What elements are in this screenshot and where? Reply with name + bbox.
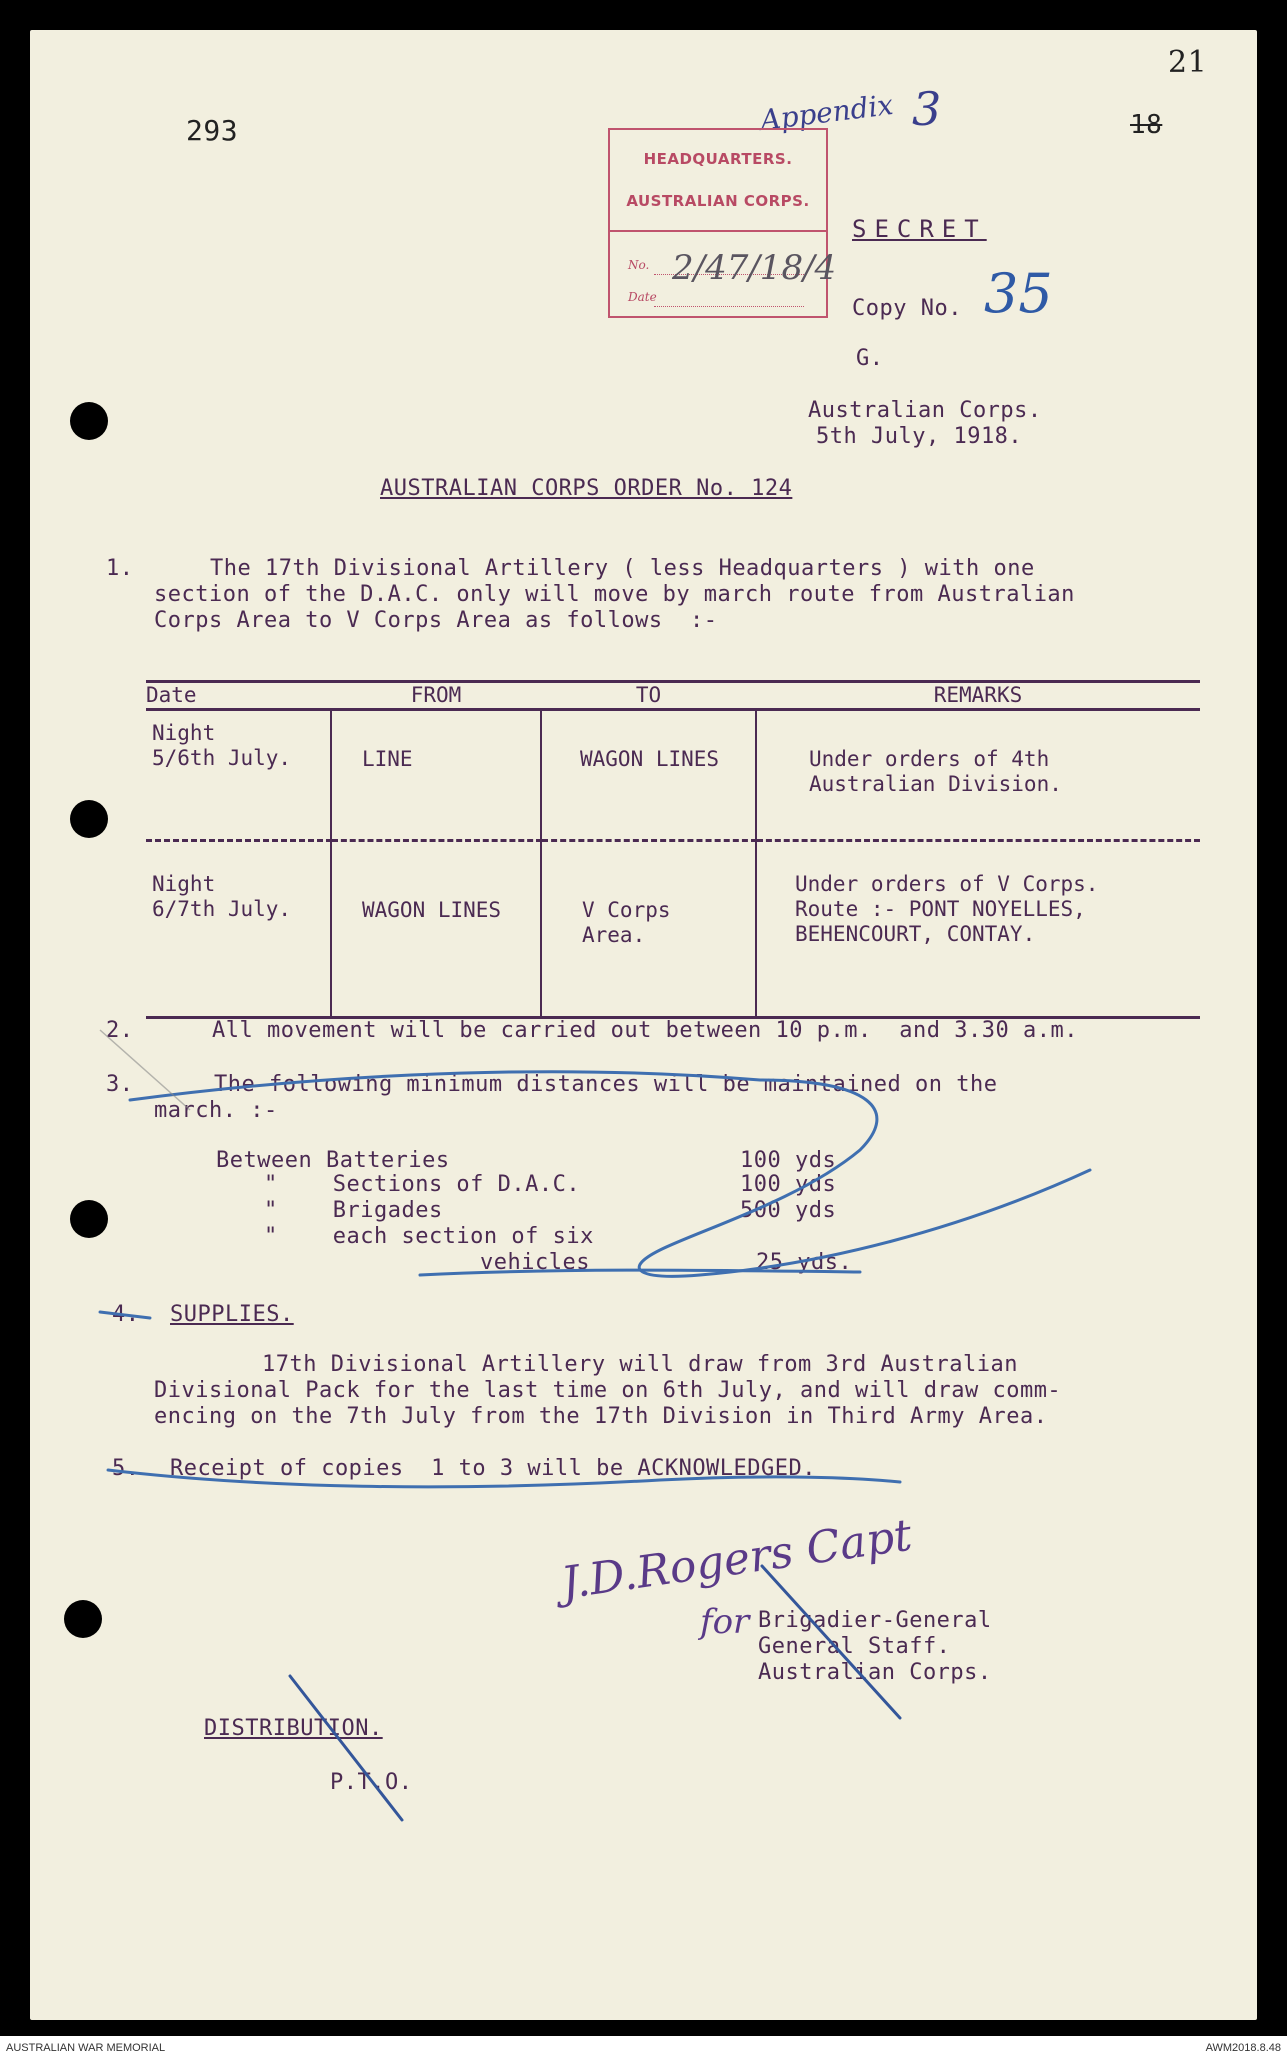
stamp-line-2: AUSTRALIAN CORPS.: [626, 192, 810, 210]
para5-number: 5.: [112, 1456, 140, 1481]
distance-value: 100 yds: [740, 1148, 837, 1173]
stamp-line-1: HEADQUARTERS.: [643, 150, 793, 168]
para1-line3: Corps Area to V Corps Area as follows :-: [154, 608, 718, 633]
signature-for: for: [700, 1602, 750, 1642]
signature-line2: General Staff.: [758, 1634, 951, 1659]
order-date: 5th July, 1918.: [816, 424, 1023, 449]
appendix-number: 3: [912, 82, 942, 136]
signature-line3: Australian Corps.: [758, 1660, 992, 1685]
para3-number: 3.: [106, 1072, 134, 1097]
classification: SECRET: [852, 215, 987, 243]
para4-line3: encing on the 7th July from the 17th Division in Third Army Area.: [154, 1404, 1048, 1429]
para4-number: 4.: [112, 1302, 140, 1327]
column-header: FROM: [331, 682, 541, 710]
distance-label: " Sections of D.A.C.: [264, 1172, 581, 1197]
signature-line1: Brigadier-General: [758, 1608, 992, 1633]
branch: G.: [856, 346, 884, 371]
appendix-label: Appendix: [758, 87, 895, 138]
distance-label: Between Batteries: [216, 1148, 450, 1173]
para3-line2: march. :-: [154, 1098, 278, 1123]
stamp-no-label: No.: [628, 258, 650, 272]
cell-date: Night 6/7th July.: [146, 841, 331, 1018]
cell-to: V Corps Area.: [541, 841, 756, 1018]
page-number: 293: [186, 114, 239, 147]
distance-value: 100 yds: [740, 1172, 837, 1197]
signature: J.D.Rogers Capt: [558, 1509, 915, 1610]
para4-line1: 17th Divisional Artillery will draw from 3rd Australian: [262, 1352, 1018, 1377]
copy-label: Copy No.: [852, 296, 962, 321]
para2-number: 2.: [106, 1018, 134, 1043]
column-header: Date: [146, 682, 331, 710]
cell-date: Night 5/6th July.: [146, 710, 331, 841]
distance-label: " Brigades: [264, 1198, 443, 1223]
order-title: AUSTRALIAN CORPS ORDER No. 124: [380, 476, 793, 501]
cell-to: WAGON LINES: [541, 710, 756, 841]
cell-remarks: Under orders of V Corps. Route :- PONT NOYELLES, BEHENCOURT, CONTAY.: [756, 841, 1200, 1018]
distance-label: " each section of six: [264, 1224, 594, 1249]
column-header: REMARKS: [756, 682, 1200, 710]
column-header: TO: [541, 682, 756, 710]
cell-remarks: Under orders of 4th Australian Division.: [756, 710, 1200, 841]
footer-bar: [0, 2036, 1287, 2061]
footer-accession: AWM2018.8.48: [1205, 2042, 1281, 2054]
stamp-date-label: Date: [628, 290, 657, 304]
copy-number: 35: [984, 262, 1053, 325]
para2-text: All movement will be carried out between 10 p.m. and 3.30 a.m.: [212, 1018, 1078, 1043]
footer-credit: AUSTRALIAN WAR MEMORIAL: [6, 2042, 166, 2054]
stamp-number: 2/47/18/4: [672, 248, 837, 288]
pto-label: P.T.O.: [330, 1770, 413, 1795]
distance-value: 500 yds: [740, 1198, 837, 1223]
para5-text: Receipt of copies 1 to 3 will be ACKNOWLEDGED.: [170, 1456, 817, 1481]
distribution-heading: DISTRIBUTION.: [204, 1716, 383, 1741]
para3-line1: The following minimum distances will be maintained on the: [214, 1072, 998, 1097]
cell-from: WAGON LINES: [331, 841, 541, 1018]
cell-from: LINE: [331, 710, 541, 841]
origin: Australian Corps.: [808, 398, 1042, 423]
distance-label: vehicles: [480, 1250, 590, 1275]
folio-crossed: 18: [1130, 110, 1163, 140]
para1-number: 1.: [106, 556, 134, 581]
folio-number: 21: [1168, 45, 1208, 80]
distance-value: 25 yds.: [756, 1250, 853, 1275]
para1-line2: section of the D.A.C. only will move by march route from Australian: [154, 582, 1075, 607]
para1-line1: The 17th Divisional Artillery ( less Headquarters ) with one: [210, 556, 1035, 581]
para4-line2: Divisional Pack for the last time on 6th July, and will draw comm-: [154, 1378, 1062, 1403]
para4-heading: SUPPLIES.: [170, 1302, 294, 1327]
